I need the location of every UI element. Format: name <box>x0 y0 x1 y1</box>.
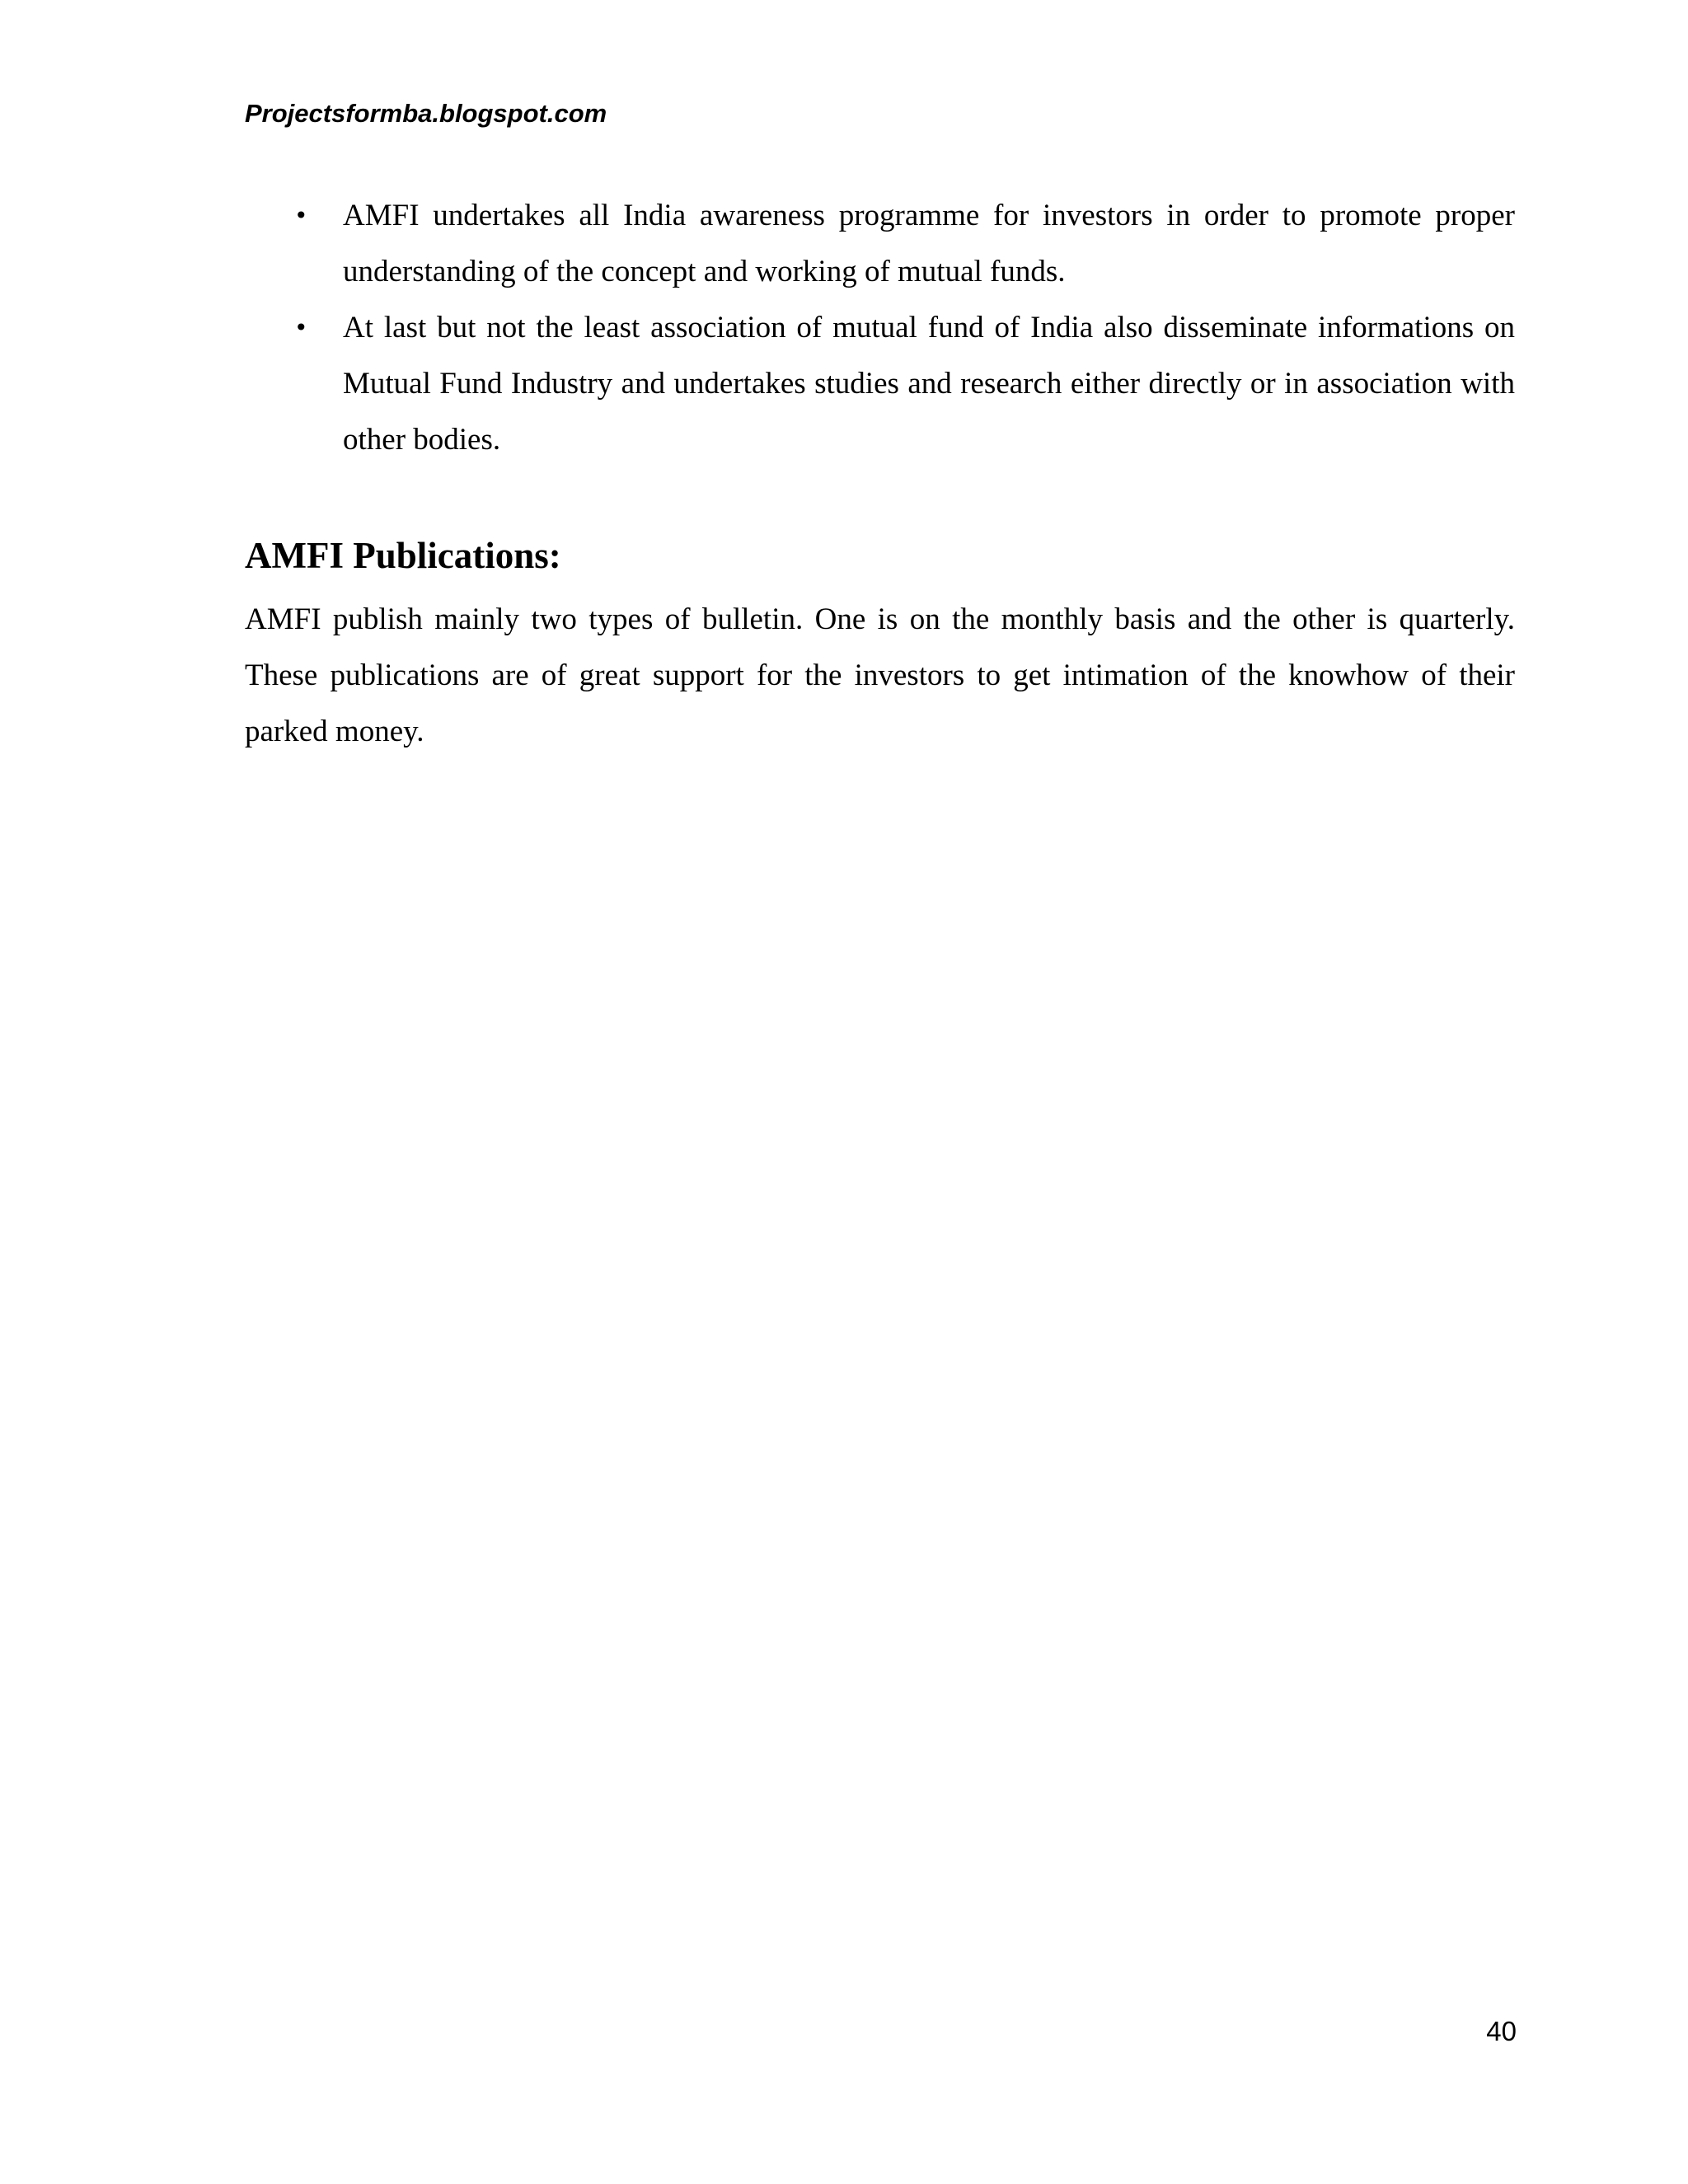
bullet-text: AMFI undertakes all India awareness programme for investors in order to promote proper understanding of the concept and working of mutual funds. <box>343 199 1515 288</box>
section-heading: AMFI Publications: <box>245 535 561 576</box>
list-item <box>245 188 1515 300</box>
page-number: 40 <box>1486 2016 1517 2046</box>
body-paragraph: AMFI publish mainly two types of bulletin. One is on the monthly basis and the other is quarterly. These publications are of great support for the investors to get intimation of the knowhow of their parked money. <box>245 602 1515 748</box>
bullet-icon: • <box>294 202 308 229</box>
list-item <box>245 300 1515 468</box>
page-header-site: Projectsformba.blogspot.com <box>245 99 607 128</box>
bullet-text: At last but not the least association of mutual fund of India also disseminate informations on Mutual Fund Industry and undertakes studies and research either directly or in association with other bodies. <box>343 311 1515 457</box>
bullet-icon: • <box>294 314 308 341</box>
bullet-list <box>245 188 1515 468</box>
